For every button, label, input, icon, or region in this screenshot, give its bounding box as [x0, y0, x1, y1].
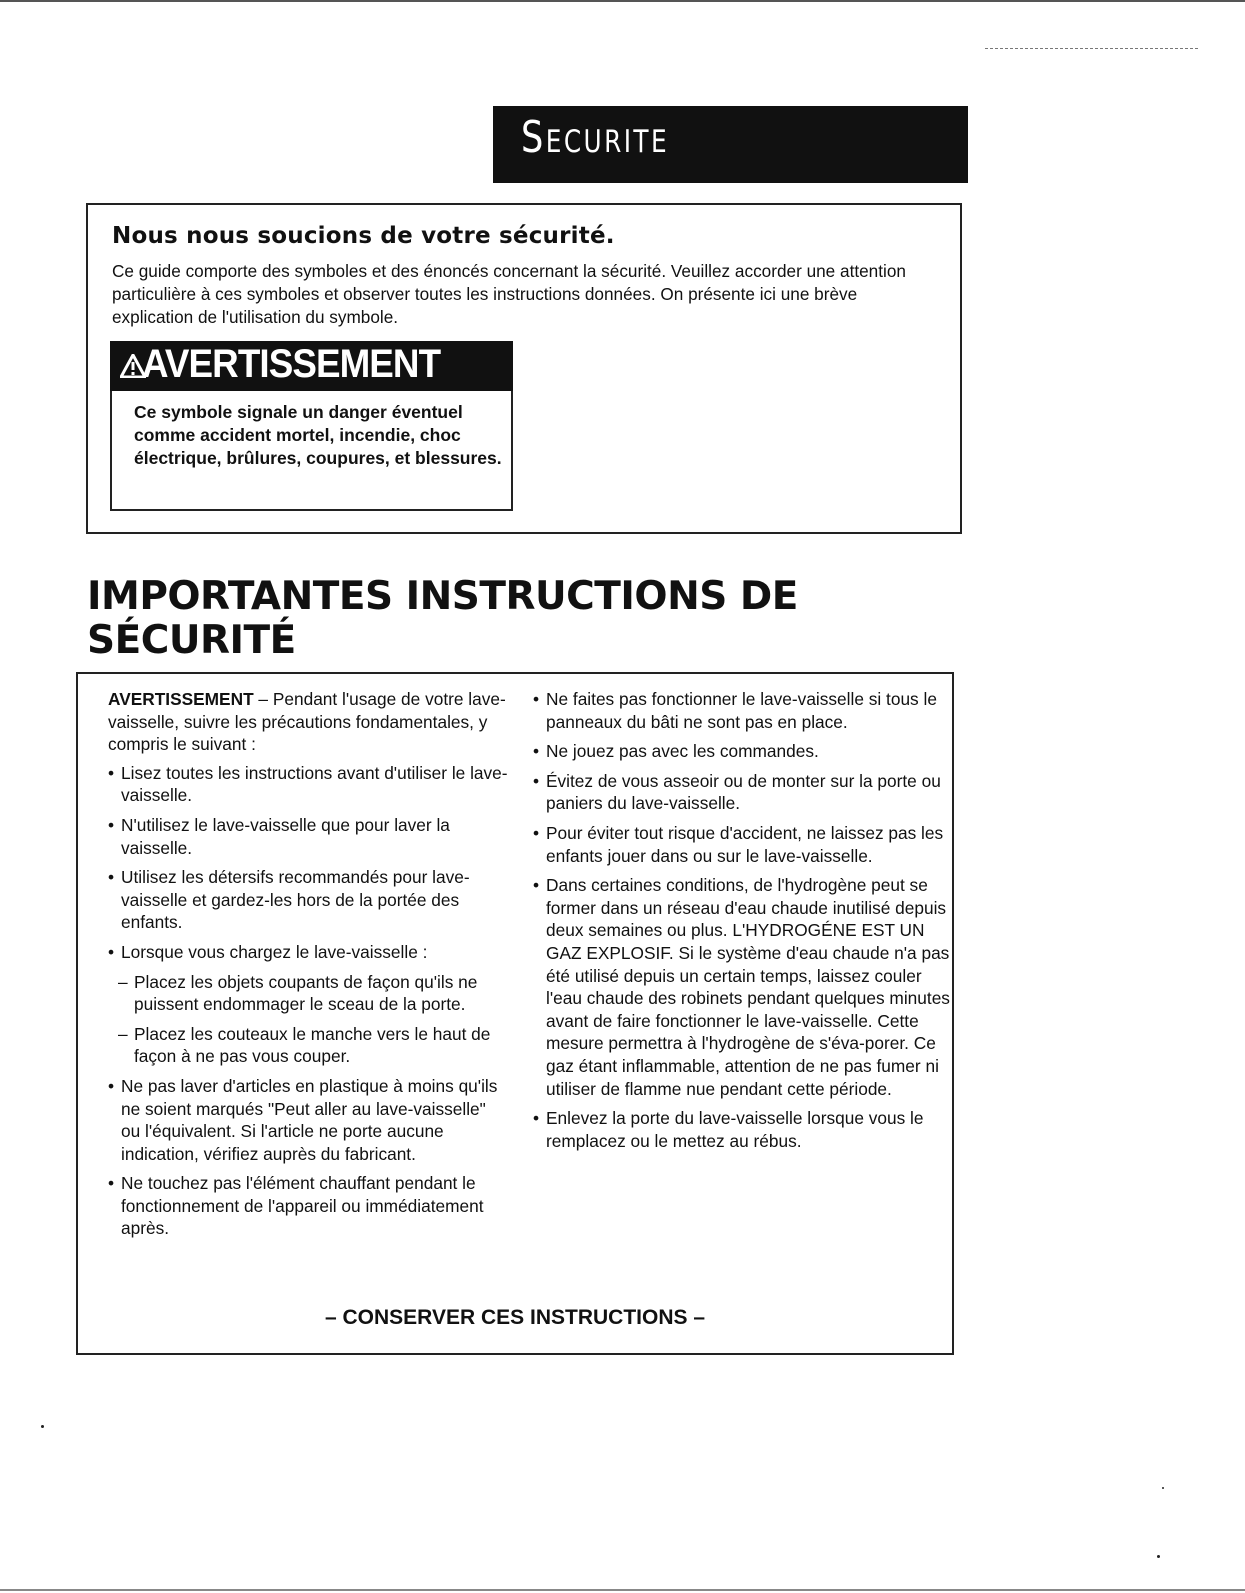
list-item-text: Lorsque vous chargez le lave-vaisselle : — [121, 941, 428, 962]
instructions-right-column — [533, 688, 953, 1159]
list-item-text: Ne touchez pas l'élément chauffant pendant le fonctionnement de l'appareil ou immédiatement après. — [121, 1173, 484, 1239]
bullet-icon: • — [533, 822, 540, 843]
list-item-text: Pour éviter tout risque d'accident, ne laissez pas les enfants jouer dans ou sur le lave-vaisselle. — [546, 822, 944, 866]
list-item-text: Dans certaines conditions, de l'hydrogène peut se former dans un réseau d'eau chaude inutilisé depuis deux semaines ou plus. L'HYDROGÉNE EST UN GAZ EXPLOSIF. Si le système d'eau chaude n'a pas été utilisé depuis un certain temps, laissez couler l'eau chaude des robinets pendant quelques minutes avant de faire fonctionner le lave-vaisselle. Cette mesure permettra à l'hydrogène de s'éva-porer. Ce gaz étant inflammable, attention de ne pas fumer ni utiliser de flamme nue pendant cette période. — [546, 875, 950, 1099]
dash-icon: – — [118, 1023, 128, 1044]
sub-list-item-text: Placez les objets coupants de façon qu'ils ne puissent endommager le sceau de la porte. — [134, 971, 478, 1015]
list-item — [108, 1075, 508, 1165]
scan-edge-bottom — [0, 1589, 1245, 1591]
sub-list-item-text: Placez les couteaux le manche vers le haut de façon à ne pas vous couper. — [134, 1023, 491, 1067]
bullet-icon: • — [108, 941, 115, 962]
bullet-icon: • — [108, 1075, 115, 1096]
bullet-icon: • — [108, 814, 115, 835]
section-title: Securite — [521, 112, 670, 163]
list-item — [533, 874, 953, 1100]
list-item-text: Utilisez les détersifs recommandés pour lave-vaisselle et gardez-les hors de la portée des enfants. — [121, 867, 470, 933]
list-item-text: Ne faites pas fonctionner le lave-vaisselle si tous le panneaux du bâti ne sont pas en place. — [546, 689, 937, 732]
list-item — [533, 740, 953, 763]
warning-header — [110, 341, 513, 391]
bullet-icon: • — [533, 689, 540, 709]
bullet-icon: • — [533, 770, 540, 791]
dash-icon: – — [118, 971, 128, 992]
sub-list-item — [108, 971, 508, 1016]
page-heading — [87, 575, 987, 663]
instructions-box — [76, 672, 954, 1355]
sub-list-item — [108, 1023, 508, 1068]
warning-label: AVERTISSEMENT — [142, 342, 441, 386]
keep-instructions-footer: – CONSERVER CES INSTRUCTIONS – — [324, 1306, 706, 1329]
bullet-icon: • — [108, 762, 115, 783]
bullet-icon: • — [108, 1173, 115, 1194]
list-item-text: Enlevez la porte du lave-vaisselle lorsque vous le remplacez ou le mettez au rébus. — [546, 1108, 924, 1151]
list-item — [108, 762, 508, 807]
list-item-text: Évitez de vous asseoir ou de monter sur la porte ou paniers du lave-vaisselle. — [546, 770, 941, 814]
section-banner — [493, 106, 968, 183]
safety-notice-title: Nous nous soucions de votre sécurité. — [112, 223, 615, 249]
list-item — [108, 814, 508, 859]
bullet-icon: • — [533, 875, 540, 896]
scan-edge-top — [0, 0, 1245, 2]
warning-box — [110, 341, 513, 511]
list-item-text: Lisez toutes les instructions avant d'utiliser le lave-vaisselle. — [121, 762, 508, 806]
list-item — [108, 941, 508, 964]
instructions-left-column — [108, 688, 508, 1247]
corner-rule — [985, 48, 1198, 49]
instructions-intro-label: AVERTISSEMENT — [108, 689, 254, 709]
list-item — [533, 688, 953, 733]
list-item — [533, 822, 953, 867]
safety-notice-intro: Ce guide comporte des symboles et des énoncés concernant la sécurité. Veuillez accorder une attention particulière à ces symboles et observer toutes les instructions données. On présente ici une brève explication de l'utilisation du symbole. — [112, 261, 906, 327]
list-item-text: Ne pas laver d'articles en plastique à moins qu'ils ne soient marqués "Peut aller au lave-vaisselle" ou l'équivalent. Si l'article ne porte aucune indication, vérifiez auprès du fabricant. — [121, 1075, 498, 1164]
instructions-intro — [108, 688, 508, 756]
list-item-text: Ne jouez pas avec les commandes. — [546, 741, 819, 762]
scan-speck — [41, 1425, 44, 1428]
list-item — [533, 770, 953, 815]
safety-notice-box — [86, 203, 962, 534]
list-item-text: N'utilisez le lave-vaisselle que pour laver la vaisselle. — [121, 814, 450, 858]
bullet-icon: • — [108, 867, 115, 888]
list-item — [108, 866, 508, 934]
bullet-icon: • — [533, 1108, 540, 1129]
page-heading-line-2: SÉCURITÉ — [87, 618, 296, 663]
scan-speck — [1157, 1555, 1160, 1558]
list-item — [533, 1107, 953, 1152]
page-heading-line-1: IMPORTANTES INSTRUCTIONS DE — [87, 574, 798, 619]
bullet-icon: • — [533, 741, 540, 762]
warning-description: Ce symbole signale un danger éventuel comme accident mortel, incendie, choc électrique, brûlures, coupures, et blessures. — [134, 402, 502, 468]
instructions-intro-text: – Pendant l'usage de votre lave-vaisselle, suivre les précautions fondamentales, y compris le suivant : — [108, 689, 506, 755]
list-item — [108, 1172, 508, 1240]
scan-speck — [1162, 1487, 1164, 1489]
